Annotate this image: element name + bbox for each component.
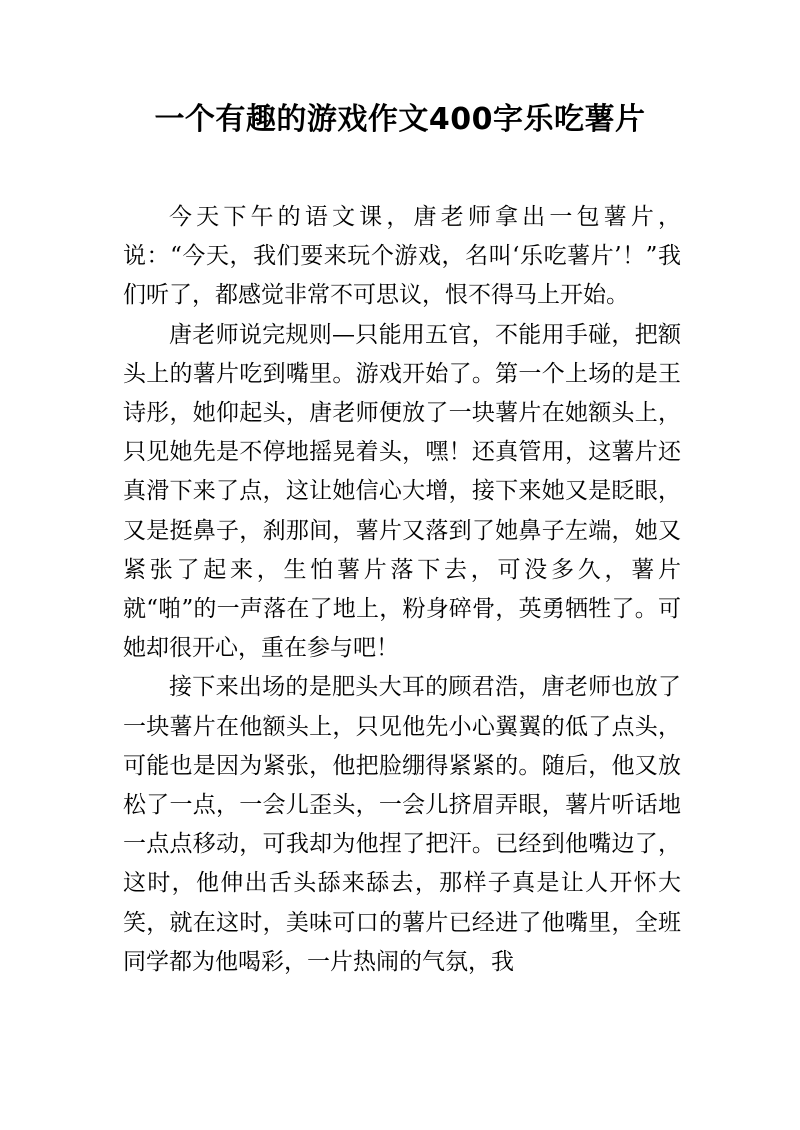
document-body: [123, 198, 681, 982]
paragraph-1: 今天下午的语文课，唐老师拿出一包薯片，说：“今天，我们要来玩个游戏，名叫‘乐吃薯片’！”我们听了，都感觉非常不可思议，恨不得马上开始。: [123, 204, 681, 309]
paragraph-3: 接下来出场的是肥头大耳的顾君浩，唐老师也放了一块薯片在他额头上，只见他先小心翼翼的低了点头，可能也是因为紧张，他把脸绷得紧紧的。随后，他又放松了一点，一会儿歪头，一会儿挤眉弄眼，薯片听话地一点点移动，可我却为他捏了把汗。已经到他嘴边了，这时，他伸出舌头舔来舔去，那样子真是让人开怀大笑，就在这时，美味可口的薯片已经进了他嘴里，全班同学都为他喝彩，一片热闹的气氛，我: [123, 674, 681, 975]
paragraph-2: 唐老师说完规则—只能用五官，不能用手碰，把额头上的薯片吃到嘴里。游戏开始了。第一个上场的是王诗彤，她仰起头，唐老师便放了一块薯片在她额头上，只见她先是不停地摇晃着头，嘿！还真管用，这薯片还真滑下来了点，这让她信心大增，接下来她又是眨眼，又是挺鼻子，刹那间，薯片又落到了她鼻子左端，她又紧张了起来，生怕薯片落下去，可没多久，薯片就“啪”的一声落在了地上，粉身碎骨，英勇牺牲了。可她却很开心，重在参与吧！: [123, 321, 681, 662]
document-title: 一个有趣的游戏作文400字乐吃薯片: [154, 102, 646, 137]
